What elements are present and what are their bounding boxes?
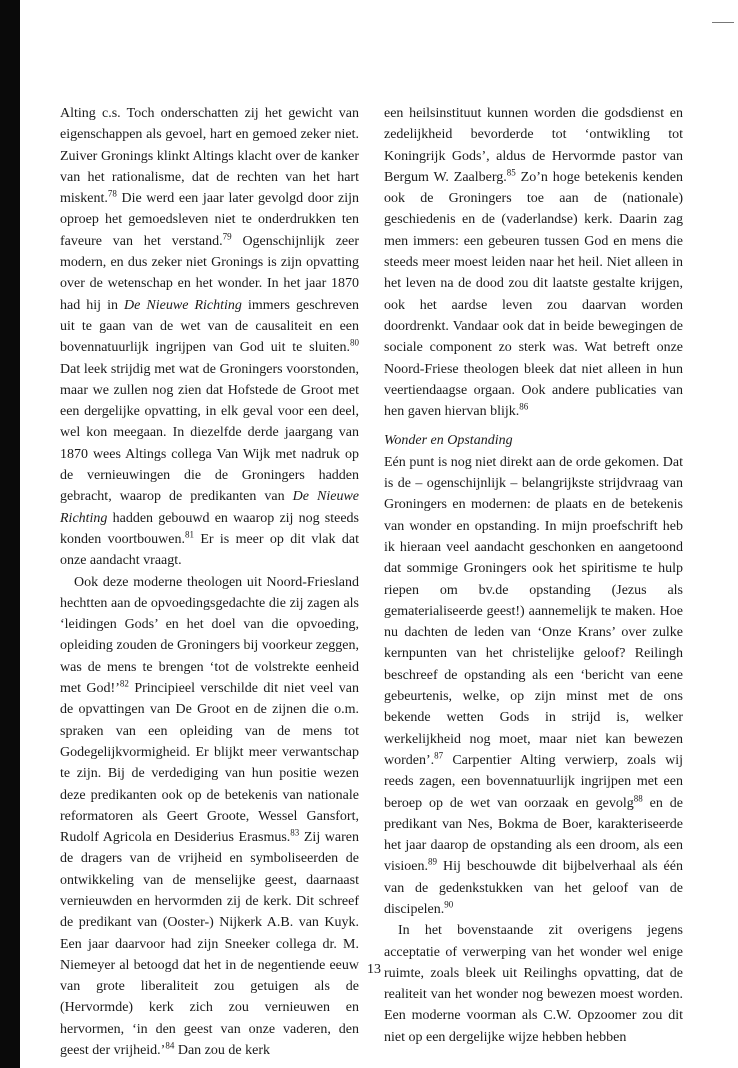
text-run: immers geschreven uit te gaan van de wet van de causaliteit en een bovennatuurlijk ingrijpen van God uit te sluiten. [60,297,359,356]
corner-rule [712,22,734,23]
footnote-ref: 89 [427,856,437,867]
footnote-ref: 82 [119,678,129,689]
italic-title: De Nieuwe Richting [60,489,360,526]
text-run: Alting c.s. Toch onderschatten zij het gewicht van eigenschappen als gevoel, hart en gemoed zeker niet. Zuiver Gronings klinkt Altings klacht over de kanker van het rationalisme, dat de rechten van het hart miskent. [60,106,359,207]
left-text-column [60,103,359,1061]
footnote-ref: 87 [434,750,444,761]
footnote-ref: 83 [290,827,300,838]
footnote-ref: 85 [506,167,516,178]
footnote-ref: 84 [165,1040,175,1051]
text-run: Zij waren de dragers van de vrijheid en symboliseerden de ontwikkeling van de menselijke geest, daarnaast vernieuwden en hervormden zij de kerk. Dit schreef de predikant van (Ooster-) Nijkerk A.B. van Kuyk. Een jaar daarvoor had zijn Sneeker collega dr. M. Niemeyer al betoogd dat het in de negentiende eeuw van grote liberaliteit zou getuigen als de (Hervormde) kerk zich zou vernieuwen en hervormen, ‘in den geest van onze vaderen, den geest der vrijheid.’ [60,830,359,1059]
scan-binding-edge [0,0,20,1068]
text-run: Carpentier Alting verwierp, zoals wij reeds zagen, een bovennatuurlijk ingrijpen met een beroep op de wet van oorzaak en gevolg [384,752,683,811]
text-run: Eén punt is nog niet direkt aan de orde gekomen. Dat is de – ogenschijnlijk – belangrijkste strijdvraag van Groningers en modernen: de plaats en de betekenis van wonder en opstanding. In mijn proefschrift heb ik hieraan veel aandacht geschonken en aangetoond dat sommige Groningers ook het spiritisme te hulp riepen om bv.de opstanding (Jezus als gematerialiseerde geest!) aannemelijk te maken. Hoe nu dachten de leden van ‘Onze Krans’ over zulke kernpunten van het christelijke geloof? Reilingh beschreef de opstanding als een ‘bericht van eene gebeurtenis, welke, op zijn minst met de ons bekende wetten Gods in strijd is, welker werkelijkheid nog moet, maar niet kan bewezen worden’. [384,454,683,768]
paragraph [384,103,683,422]
text-run: Er is meer op dit vlak dat onze aandacht vraagt. [60,531,359,569]
page-number: 13 [367,962,381,977]
footnote-ref: 90 [444,899,454,910]
footnote-ref: 88 [633,792,643,803]
footnote-ref: 79 [222,231,232,242]
section-heading: Wonder en Opstanding [384,433,513,449]
text-run: en de predikant van Nes, Bokma de Boer, karakteriseerde het jaar daarop de opstanding als een droom, als een visioen. [384,795,683,875]
footnote-ref: 81 [184,529,194,540]
text-run: hadden gebouwd en waarop zij nog steeds konden voortbouwen. [60,510,359,547]
text-run: Die werd een jaar later gevolgd door zijn oproep het gemoedsleven niet te onderdrukken ten faveure van het verstand. [60,191,359,249]
text-run: Dan zou de kerk [174,1043,270,1059]
paragraph [60,572,359,1062]
text-run: Ook deze moderne theologen uit Noord-Friesland hechtten aan de opvoedingsgedachte die zij zagen als ‘leidingen Gods’ en het doel van die opvoeding, opleiding zouden de Groningers bij voorkeur zeggen, was de mens te brengen ‘tot de volstrekte eenheid met God!’ [60,574,359,697]
footnote-ref: 78 [107,188,117,199]
text-run: In het bovenstaande zit overigens jegens acceptatie of verwerping van het wonder wel enige ruimte, zoals bleek uit Reilinghs opvatting, dat de realiteit van het wonder nog bewezen moest worden. Een moderne voorman als C.W. Opzoomer zou dit niet op een dergelijke wijze hebben hebben [384,923,683,1045]
footnote-ref: 86 [519,401,529,412]
paragraph [60,103,359,572]
text-run: een heilsinstituut kunnen worden die godsdienst en zedelijkheid bevorderde tot ‘ontwikling tot Koningrijk Gods’, aldus de Hervormde pastor van Bergum W. Zaalberg. [384,106,683,185]
paragraph [384,920,683,1048]
right-text-column [384,103,683,1048]
text-run: Ogenschijnlijk zeer modern, en dus zeker niet Gronings is zijn opvatting over de wetenschap en het wonder. In het jaar 1870 had hij in [60,233,359,313]
footnote-ref: 80 [350,337,359,348]
paragraph [384,452,683,921]
text-run: Dat leek strijdig met wat de Groningers voorstonden, maar we zullen nog zien dat Hofstede de Groot met een dergelijke opvatting, in elk geval voor een deel, wel kon meegaan. In diezelfde derde jaargang van 1870 wees Altings collega Van Wijk met nadruk op de vernieuwingen die de Groningers hadden gebracht, waarop de predikanten van [60,361,359,505]
italic-title: De Nieuwe Richting [124,297,242,313]
text-run: Hij beschouwde dit bijbelverhaal als één van de gedenkstukken van het geloof van de discipelen. [384,859,683,917]
text-run: Principieel verschilde dit niet veel van de opvattingen van De Groot en de zijnen die o.m. spraken van een opleiding van de mens tot Godegelijkvormigheid. Er blijkt meer verwantschap te zijn. Bij de verdediging van hun positie wezen deze predikanten ook op de betekenis van nationale reformatoren als Geert Groote, Wessel Gansfort, Rudolf Agricola en Desiderius Erasmus. [60,681,359,846]
text-run: Zo’n hoge betekenis kenden ook de Groningers toe aan de (nationale) geschiedenis en de (vaderlandse) kerk. Daarin zag men immers: een gebeuren tussen God en mens die steeds meer moest leiden naar het heil. Niet alleen in het leven na de dood zou dit laatste gestalte krijgen, ook het aardse leven zou daarvan worden doordrenkt. Vandaar ook dat in beide bewegingen de sociale component zo sterk was. Wat betreft onze Noord-Friese theologen bleek dat niet alleen in hun veertiendaagse orgaan. Ook andere publicaties van hen gaven hiervan blijk. [384,169,683,420]
